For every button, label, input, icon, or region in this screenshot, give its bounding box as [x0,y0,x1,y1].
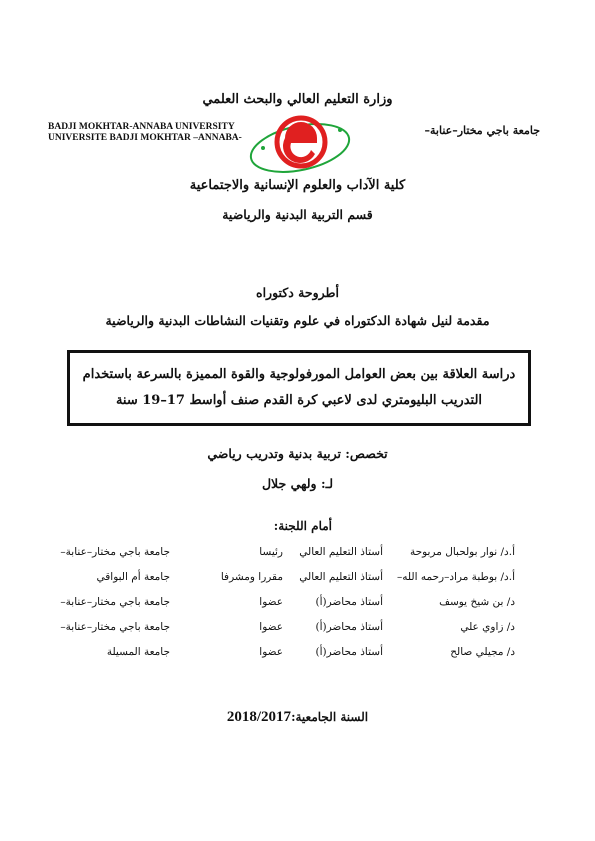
committee-member [55,646,515,671]
faculty-name: كلية الآداب والعلوم الإنسانية والاجتماعية [189,178,406,193]
committee-list [55,546,515,671]
thesis-type: أطروحة دكتوراه [256,285,339,300]
member-role: عضوا [259,621,283,633]
member-rank: أستاذ التعليم العالي [299,571,383,583]
member-role: مقررا ومشرفا [220,571,283,583]
university-name-ar: جامعة باجي مختار–عنابة– [424,124,540,137]
member-name: د/ زاوي علي [460,621,515,633]
thesis-title-line2: التدريب البليومتري لدى لاعبي كرة القدم صنف أواسط 17–19 سنة [115,393,483,408]
member-university: جامعة أم البواقي [96,571,170,583]
member-university: جامعة باجي مختار–عنابة– [60,596,170,608]
department-name: قسم التربية البدنية والرياضية [222,207,373,222]
committee-member [55,621,515,646]
committee-member [55,596,515,621]
committee-member [55,546,515,571]
thesis-author: لـ: ولهي جلال [261,476,334,491]
academic-year-value: 2018/2017 [226,709,292,725]
member-role: عضوا [259,646,283,658]
thesis-specialty: تخصص: تربية بدنية وتدريب رياضي [207,446,388,461]
university-logo-icon [245,108,355,180]
member-name: أ.د/ نوار بولحبال مربوحة [409,546,515,558]
thesis-title-box [67,350,531,426]
ministry-name: وزارة التعليم العالي والبحث العلمي [202,92,393,107]
thesis-title-line1: دراسة العلاقة بين بعض العوامل المورفولوجية والقوة المميزة بالسرعة باستخدام [82,367,516,382]
member-name: د/ مجيلي صالح [450,646,515,658]
university-name-fr-line2: UNIVERSITE BADJI MOKHTAR –ANNABA- [48,133,242,143]
member-rank: أستاذ محاضر(أ) [315,621,383,633]
member-university: جامعة باجي مختار–عنابة– [60,546,170,558]
thesis-purpose: مقدمة لنيل شهادة الدكتوراه في علوم وتقنيات النشاطات البدنية والرياضية [105,313,490,328]
university-name-en-line1: BADJI MOKHTAR-ANNABA UNIVERSITY [48,122,235,132]
member-university: جامعة المسيلة [106,646,170,658]
committee-member [55,571,515,596]
university-name-en [48,122,242,144]
member-role: عضوا [259,596,283,608]
academic-year [0,706,595,726]
committee-heading: أمام اللجنة: [273,519,332,533]
member-rank: أستاذ التعليم العالي [299,546,383,558]
member-university: جامعة باجي مختار–عنابة– [60,621,170,633]
academic-year-label: السنة الجامعية: [291,710,369,724]
member-role: رئيسا [259,546,283,558]
member-name: د/ بن شيخ يوسف [439,596,515,608]
member-name: أ.د/ بوطبة مراد–رحمه الله– [397,571,515,583]
member-rank: أستاذ محاضر(أ) [315,596,383,608]
member-rank: أستاذ محاضر(أ) [315,646,383,658]
